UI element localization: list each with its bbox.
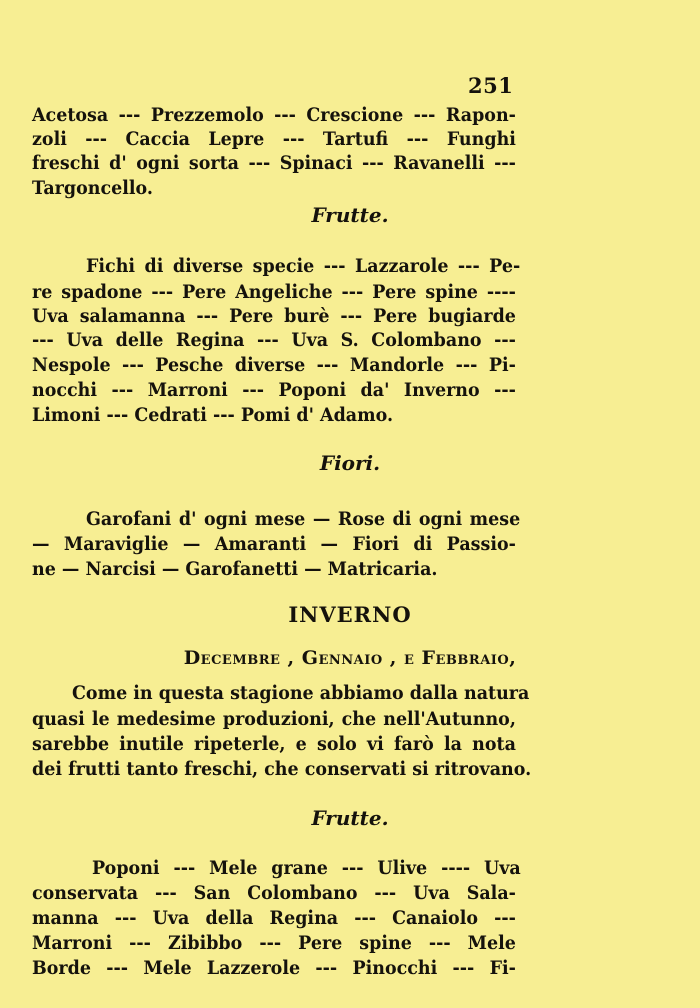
- text-line: Garofani d' ogni mese — Rose di ogni mese: [86, 508, 521, 530]
- text-line: sarebbe inutile ripeterle, e solo vi farò la nota: [32, 733, 516, 755]
- text-line: Targoncello.: [32, 177, 153, 199]
- section-heading-frutte-inverno: Frutte.: [311, 806, 389, 830]
- text-line: dei frutti tanto freschi, che conservati si ritrovano.: [32, 758, 532, 780]
- text-line: --- Uva delle Regina --- Uva S. Colombano ---: [32, 329, 516, 351]
- page-number: 251: [468, 73, 514, 98]
- section-title-inverno: INVERNO: [288, 602, 412, 627]
- text-line: Come in questa stagione abbiamo dalla natura: [72, 682, 530, 704]
- text-line: zoli --- Caccia Lepre --- Tartufi --- Funghi: [32, 128, 516, 150]
- text-line: Uva salamanna --- Pere burè --- Pere bugiarde: [32, 305, 516, 327]
- text-line: Limoni --- Cedrati --- Pomi d' Adamo.: [32, 404, 394, 426]
- text-line: quasi le medesime produzioni, che nell'Autunno,: [32, 708, 516, 730]
- months-subtitle: Decembre , Gennaio , e Febbraio,: [183, 647, 517, 669]
- text-line: Fichi di diverse specie --- Lazzarole --- Pe-: [86, 255, 521, 277]
- text-line: manna --- Uva della Regina --- Canaiolo ---: [32, 907, 516, 929]
- text-line: — Maraviglie — Amaranti — Fiori di Passio-: [32, 533, 516, 555]
- text-line: Nespole --- Pesche diverse --- Mandorle --- Pi-: [32, 354, 516, 376]
- section-heading-fiori: Fiori.: [319, 451, 381, 475]
- text-line: conservata --- San Colombano --- Uva Sala-: [32, 882, 516, 904]
- text-line: Marroni --- Zibibbo --- Pere spine --- Mele: [32, 932, 516, 954]
- text-line: ne — Narcisi — Garofanetti — Matricaria.: [32, 558, 438, 580]
- section-heading-frutte: Frutte.: [311, 203, 389, 227]
- text-line: re spadone --- Pere Angeliche --- Pere spine ----: [32, 281, 516, 303]
- text-line: Poponi --- Mele grane --- Ulive ---- Uva: [92, 857, 521, 879]
- text-line: freschi d' ogni sorta --- Spinaci --- Ravanelli ---: [32, 152, 516, 174]
- text-line: Borde --- Mele Lazzerole --- Pinocchi --- Fi-: [32, 957, 516, 979]
- text-line: nocchi --- Marroni --- Poponi da' Inverno ---: [32, 379, 516, 401]
- text-line: Acetosa --- Prezzemolo --- Crescione --- Rapon-: [32, 104, 516, 126]
